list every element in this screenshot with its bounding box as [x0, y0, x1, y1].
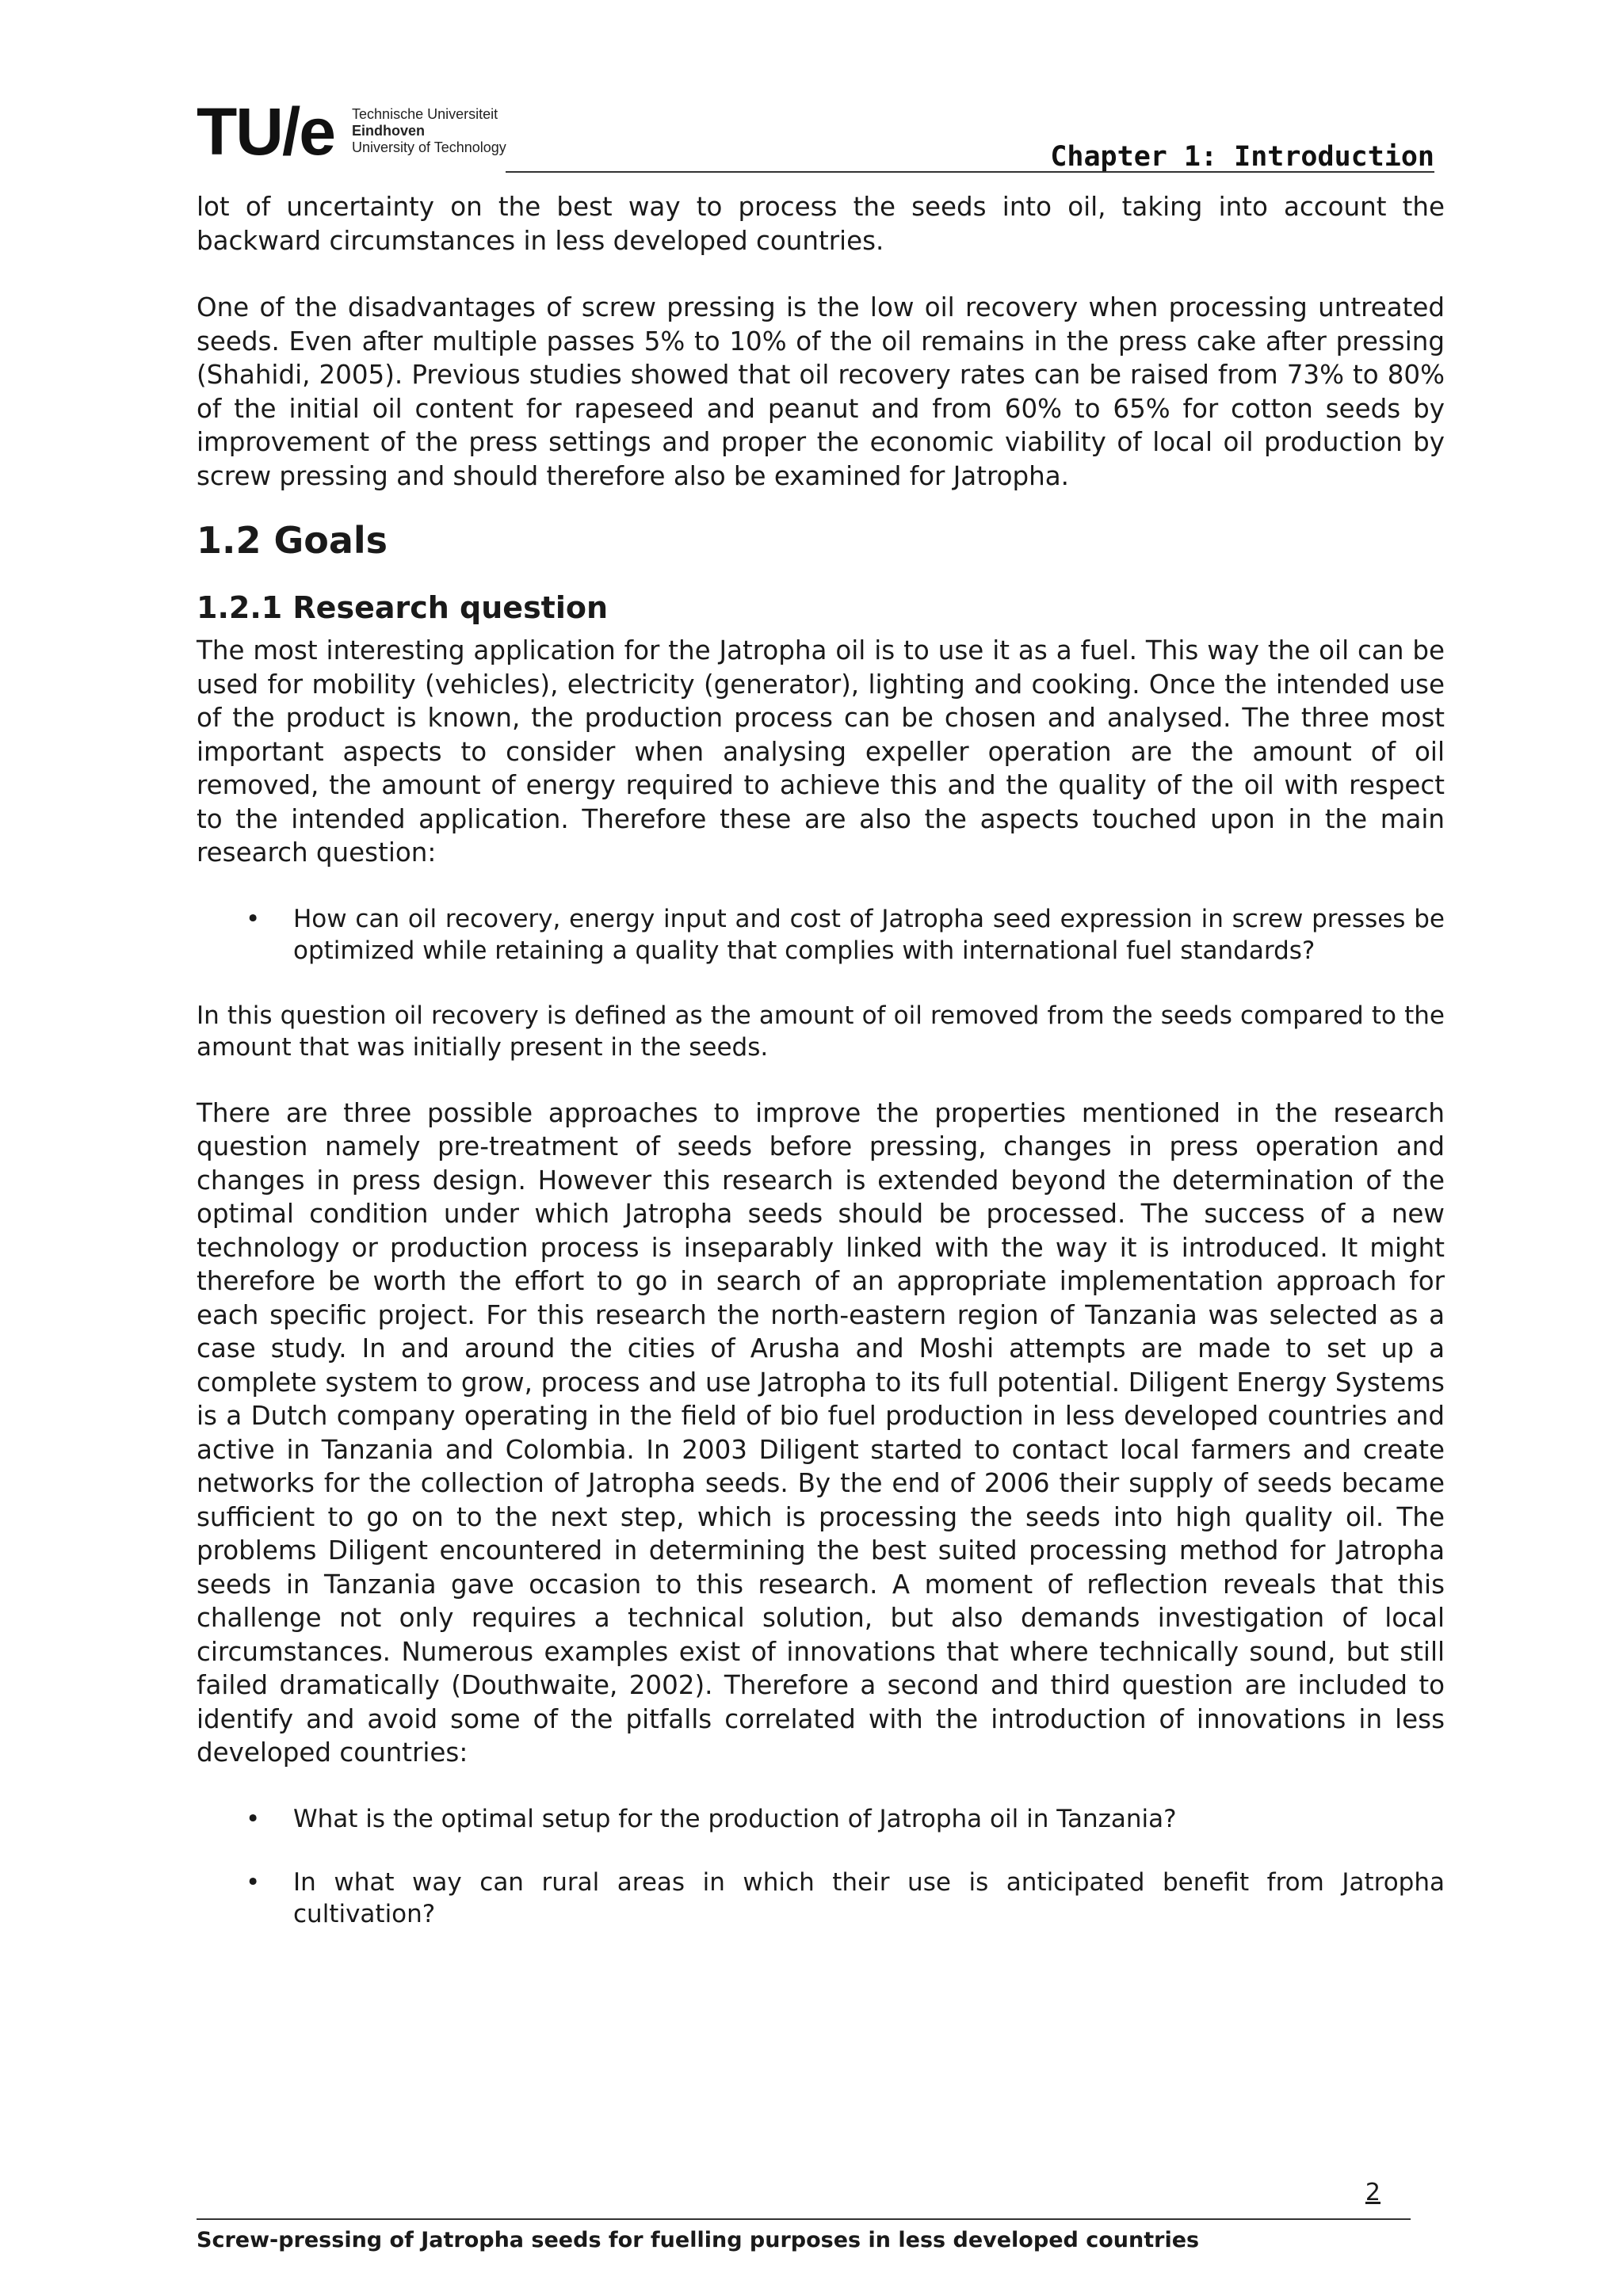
- subsection-heading-research-question: 1.2.1 Research question: [197, 590, 609, 625]
- footer-rule: [197, 2218, 1411, 2220]
- bullet-icon: •: [246, 1804, 261, 1833]
- list-item: [197, 1803, 1445, 1835]
- bullet-icon: •: [246, 1867, 261, 1897]
- bullet-list-main-question: [197, 903, 1445, 967]
- page-footer: [197, 2179, 1411, 2252]
- page-number: 2: [1365, 2179, 1381, 2206]
- logo-line-2: Eindhoven: [352, 123, 426, 139]
- list-item-text: What is the optimal setup for the production of Jatropha oil in Tanzania?: [293, 1804, 1177, 1833]
- section-heading-goals: 1.2 Goals: [197, 519, 388, 562]
- page-content: [197, 190, 1445, 1930]
- list-item-text: How can oil recovery, energy input and cost of Jatropha seed expression in screw presses be optimized while retaining a quality that complies with international fuel standards?: [293, 904, 1445, 965]
- paragraph-intro-continued: lot of uncertainty on the best way to process the seeds into oil, taking into account the backward circumstances in less developed countries.: [197, 192, 1445, 256]
- bullet-icon: •: [246, 904, 261, 933]
- logo-line-1: Technische Universiteit: [352, 106, 498, 122]
- paragraph-oil-recovery-definition: In this question oil recovery is defined as the amount of oil removed from the seeds compared to the amount that was initially present in the seeds.: [197, 1001, 1445, 1062]
- paragraph-research-question: The most interesting application for the Jatropha oil is to use it as a fuel. This way the oil can be used for mobility (vehicles), electricity (generator), lighting and cooking. Once the intended use of the product is known, the production process can be chosen and analysed. The three most important aspects to consider when analysing expeller operation are the amount of oil removed, the amount of energy required to achieve this and the quality of the oil with respect to the intended application. Therefore these are also the aspects touched upon in the main research question:: [197, 635, 1445, 868]
- chapter-title: Chapter 1: Introduction: [1050, 141, 1434, 173]
- footer-title: Screw-pressing of Jatropha seeds for fuelling purposes in less developed countries: [197, 2228, 1200, 2252]
- page-header: [197, 93, 1434, 173]
- list-item: [197, 1867, 1445, 1930]
- paragraph-approaches: There are three possible approaches to improve the properties mentioned in the research question namely pre-treatment of seeds before pressing, changes in press operation and changes in press design. However this research is extended beyond the determination of the optimal condition under which Jatropha seeds should be processed. The success of a new technology or production process is inseparably linked with the way it is introduced. It might therefore be worth the effort to go in search of an appropriate implementation approach for each specific project. For this research the north-eastern region of Tanzania was selected as a case study. In and around the cities of Arusha and Moshi attempts are made to set up a complete system to grow, process and use Jatropha to its full potential. Diligent Energy Systems is a Dutch company operating in the field of bio fuel production in less developed countries and active in Tanzania and Colombia. In 2003 Diligent started to contact local farmers and create networks for the collection of Jatropha seeds. By the end of 2006 their supply of seeds became sufficient to go on to the next step, which is processing the seeds into high quality oil. The problems Diligent encountered in determining the best suited processing method for Jatropha seeds in Tanzania gave occasion to this research. A moment of reflection reveals that this challenge not only requires a technical solution, but also demands investigation of local circumstances. Numerous examples exist of innovations that where technically sound, but still failed dramatically (Douthwaite, 2002). Therefore a second and third question are included to identify and avoid some of the pitfalls correlated with the introduction of innovations in less developed countries:: [197, 1097, 1445, 1768]
- bullet-list-additional-questions: [197, 1803, 1445, 1930]
- paragraph-screw-pressing: One of the disadvantages of screw pressing is the low oil recovery when processing untreated seeds. Even after multiple passes 5% to 10% of the oil remains in the press cake after pressing (Shahidi, 2005). Previous studies showed that oil recovery rates can be raised from 73% to 80% of the initial oil content for rapeseed and peanut and from 60% to 65% for cotton seeds by improvement of the press settings and proper the economic viability of local oil production by screw pressing and should therefore also be examined for Jatropha.: [197, 292, 1445, 491]
- list-item: [197, 903, 1445, 967]
- logo-text: [352, 106, 506, 156]
- university-logo: [197, 94, 506, 169]
- logo-mark: TU/e: [197, 94, 335, 169]
- list-item-text: In what way can rural areas in which their use is anticipated benefit from Jatropha cultivation?: [293, 1867, 1445, 1928]
- logo-line-3: University of Technology: [352, 139, 506, 155]
- header-rule: [506, 171, 1434, 173]
